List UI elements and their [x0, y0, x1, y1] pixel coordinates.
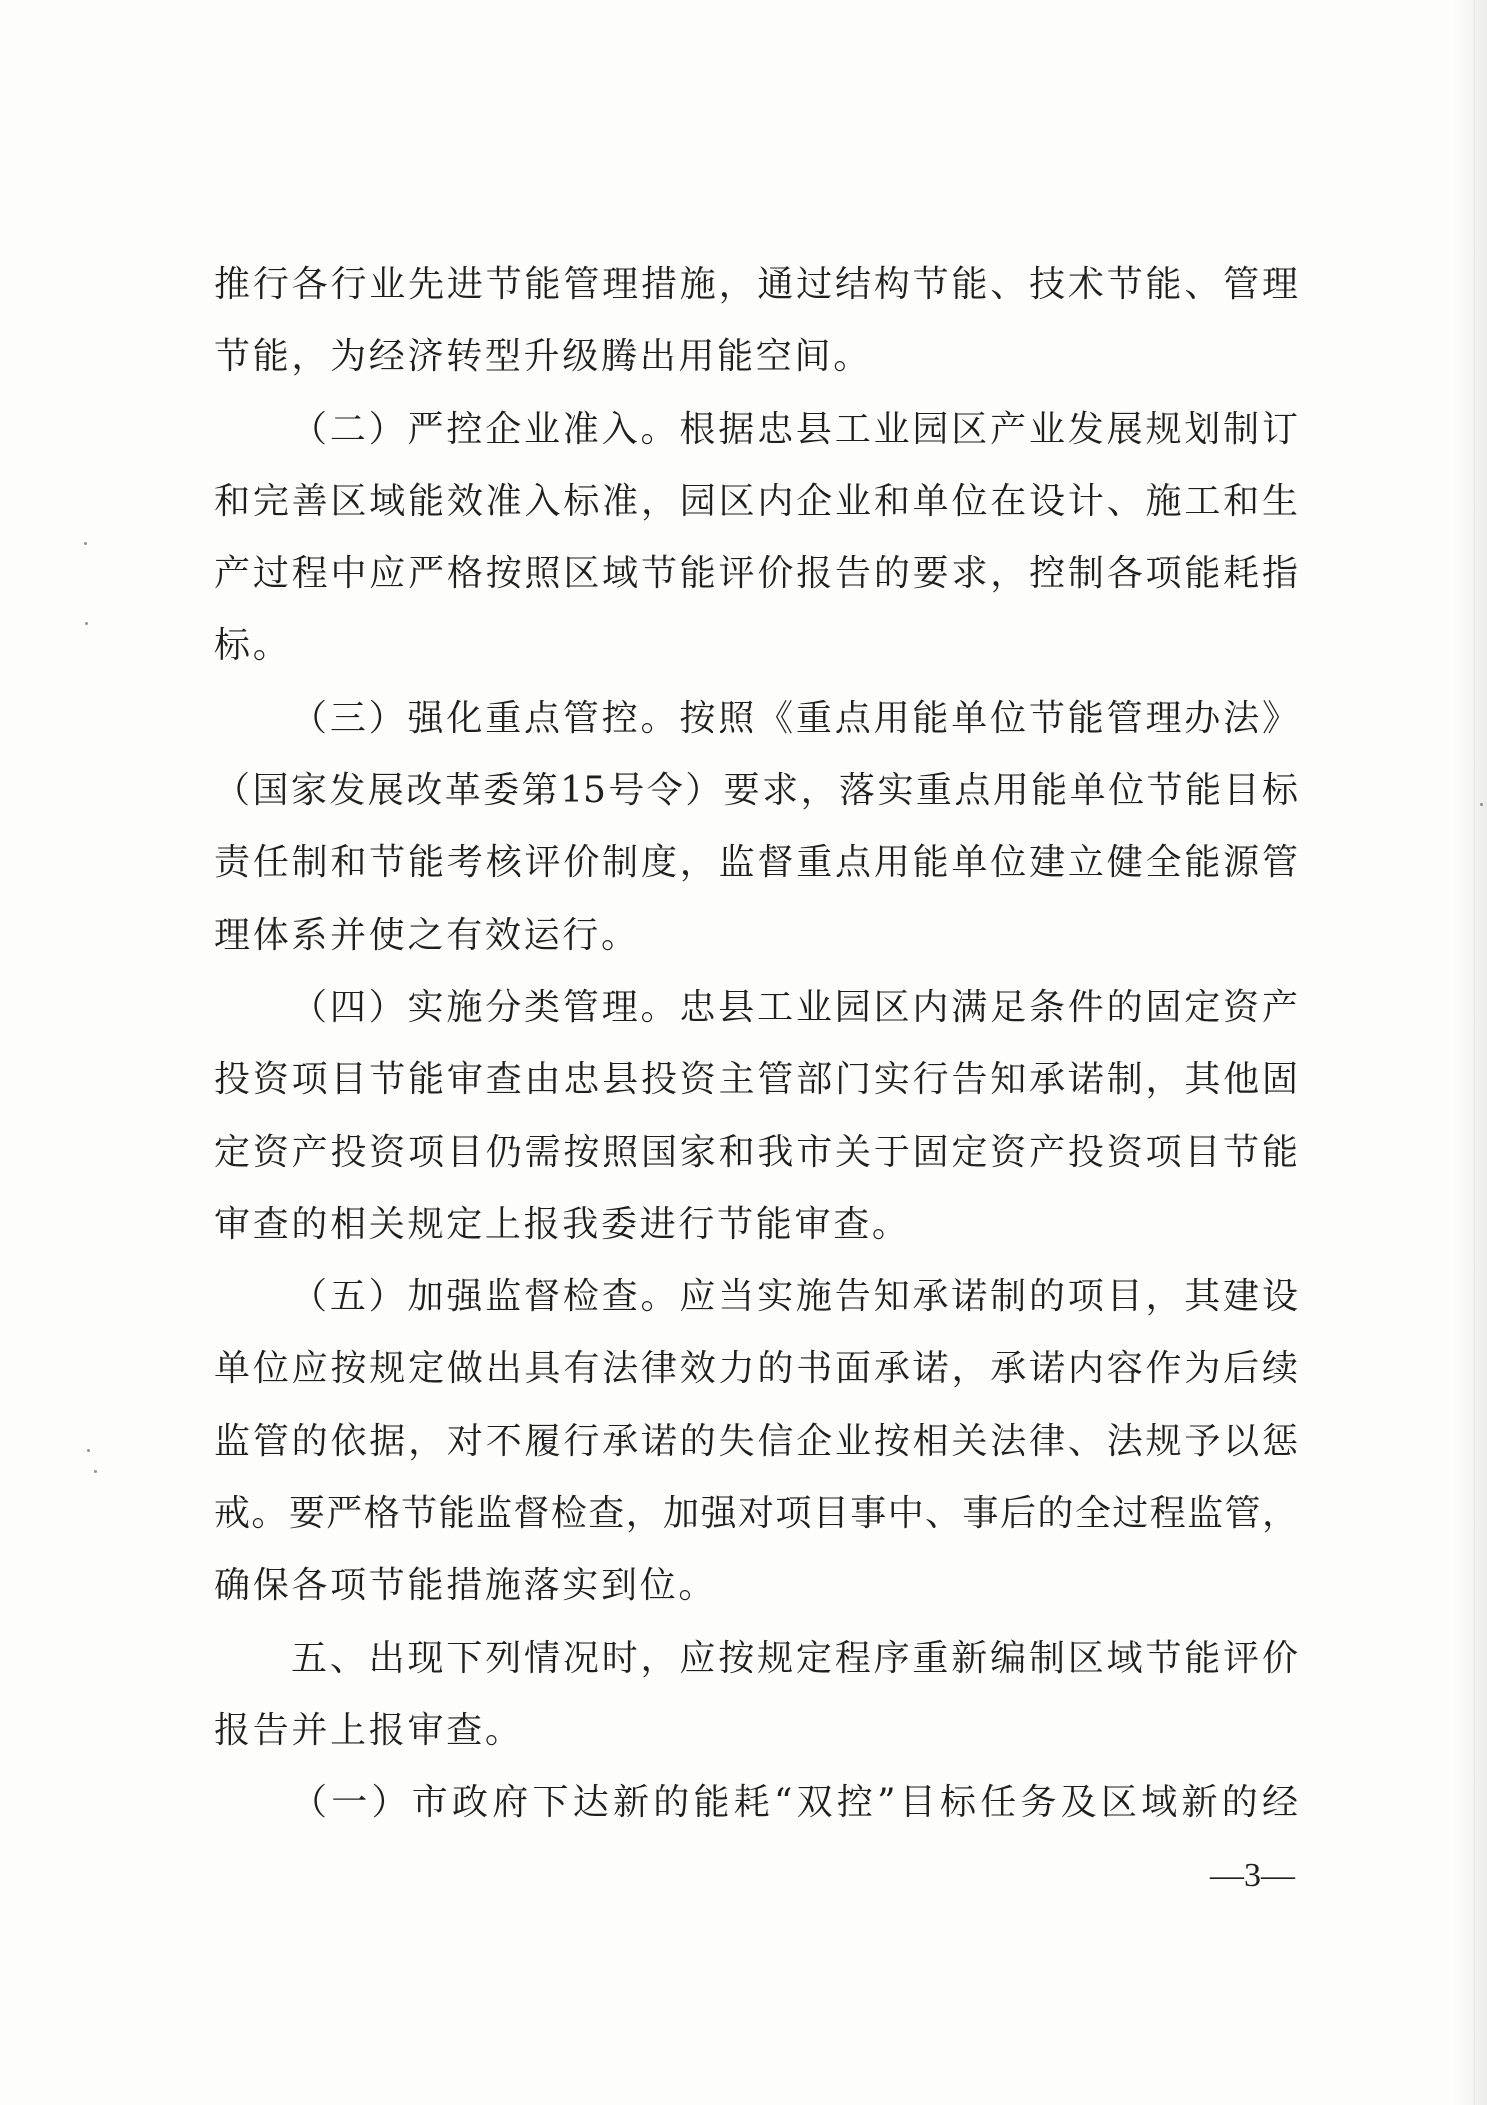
- text-line: 节能，为经济转型升级腾出用能空间。: [214, 336, 872, 378]
- scan-edge-line: [1474, 0, 1475, 2105]
- text-line: 和完善区域能效准入标准，园区内企业和单位在设计、施工和生: [214, 480, 1298, 522]
- text-line: （五）加强监督检查。应当实施告知承诺制的项目，其建设: [291, 1276, 1298, 1318]
- page-number: —3—: [1210, 1857, 1295, 1894]
- text-line: （一）市政府下达新的能耗“双控”目标任务及区域新的经: [291, 1782, 1298, 1824]
- body-text: [214, 249, 1298, 1840]
- text-line: 投资项目节能审查由忠县投资主管部门实行告知承诺制，其他固: [214, 1059, 1298, 1101]
- paragraph: [214, 394, 1298, 683]
- paragraph: [214, 1261, 1298, 1622]
- scan-speck: [84, 542, 87, 545]
- text-line: （三）强化重点管控。按照《重点用能单位节能管理办法》: [291, 697, 1298, 739]
- scan-speck: [85, 622, 88, 625]
- text-line: 定资产投资项目仍需按照国家和我市关于固定资产投资项目节能: [214, 1131, 1298, 1173]
- paragraph: [214, 1767, 1298, 1839]
- text-line: 五、出现下列情况时，应按规定程序重新编制区域节能评价: [291, 1637, 1298, 1679]
- text-line: （四）实施分类管理。忠县工业园区内满足条件的固定资产: [291, 986, 1298, 1028]
- paragraph: [214, 1623, 1298, 1768]
- scan-speck: [94, 1470, 97, 1473]
- text-line: 责任制和节能考核评价制度，监督重点用能单位建立健全能源管: [214, 842, 1298, 884]
- text-line: 监管的依据，对不履行承诺的失信企业按相关法律、法规予以惩: [214, 1420, 1298, 1462]
- scan-speck: [1480, 803, 1483, 806]
- text-line: 推行各行业先进节能管理措施，通过结构节能、技术节能、管理: [214, 264, 1298, 305]
- text-line: 标。: [214, 625, 292, 667]
- text-line: 产过程中应严格按照区域节能评价报告的要求，控制各项能耗指: [214, 553, 1298, 595]
- text-line: 单位应按规定做出具有法律效力的书面承诺，承诺内容作为后续: [214, 1348, 1298, 1390]
- scan-edge-shadow: [1453, 0, 1487, 2105]
- scan-speck: [87, 1449, 90, 1452]
- paragraph: [214, 249, 1298, 394]
- paragraph: [214, 683, 1298, 972]
- text-line: （二）严控企业准入。根据忠县工业园区产业发展规划制订: [291, 408, 1298, 450]
- text-line: 戒。要严格节能监督检查，加强对项目事中、事后的全过程监管，: [214, 1493, 1298, 1535]
- text-line: 审查的相关规定上报我委进行节能审查。: [214, 1203, 911, 1245]
- text-line: 理体系并使之有效运行。: [214, 914, 640, 956]
- text-line: 确保各项节能措施落实到位。: [214, 1565, 718, 1607]
- text-line: （国家发展改革委第15号令）要求，落实重点用能单位节能目标: [214, 770, 1298, 812]
- paragraph: [214, 972, 1298, 1261]
- text-line: 报告并上报审查。: [214, 1709, 524, 1751]
